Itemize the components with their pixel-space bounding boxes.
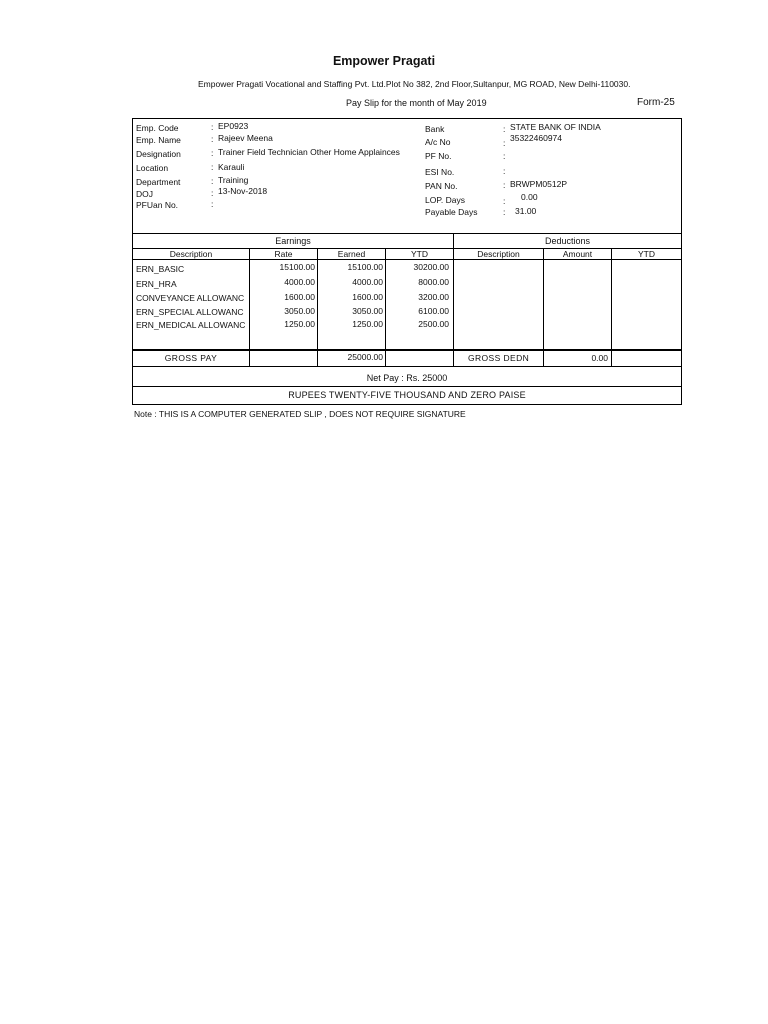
emp-name-value: Rajeev Meena [218, 133, 273, 143]
earning-earned: 3050.00 [352, 306, 383, 316]
colon: : [503, 151, 506, 161]
net-pay: Net Pay : Rs. 25000 [366, 373, 448, 383]
gross-pay-value: 25000.00 [347, 352, 383, 362]
doj-label: DOJ [136, 189, 153, 199]
colon: : [503, 166, 506, 176]
earning-ytd: 30200.00 [413, 262, 449, 272]
colon: : [503, 138, 506, 148]
pay-period: Pay Slip for the month of May 2019 [346, 98, 487, 108]
form-number: Form-25 [637, 97, 675, 108]
colon: : [211, 134, 214, 144]
col-earn-description: Description [169, 249, 213, 259]
lop-days-label: LOP. Days [425, 195, 466, 205]
colon: : [503, 207, 506, 217]
col-earn-rate: Rate [274, 249, 293, 259]
col-ded-ytd: YTD [638, 249, 655, 259]
emp-name-label: Emp. Name [136, 135, 181, 145]
net-pay-in-words: RUPEES TWENTY-FIVE THOUSAND AND ZERO PAISE [288, 390, 526, 400]
deductions-header: Deductions [544, 236, 591, 246]
earning-rate: 15100.00 [279, 262, 315, 272]
col-earn-earned: Earned [337, 249, 366, 259]
earning-earned: 1250.00 [352, 319, 383, 329]
department-value: Training [218, 175, 249, 185]
earning-earned: 1600.00 [352, 292, 383, 302]
col-divider [611, 248, 612, 367]
designation-label: Designation [136, 149, 181, 159]
payable-days-value: 31.00 [515, 206, 537, 216]
divider-net-pay [133, 386, 681, 387]
col-earn-ytd: YTD [411, 249, 428, 259]
earning-earned: 4000.00 [352, 277, 383, 287]
designation-value: Trainer Field Technician Other Home Applainces [218, 147, 400, 157]
earnings-header: Earnings [275, 236, 311, 246]
earning-ytd: 8000.00 [418, 277, 449, 287]
earning-description: ERN_MEDICAL ALLOWANC [136, 320, 246, 330]
gross-dedn-label: GROSS DEDN [468, 353, 530, 363]
pay-slip-table [132, 118, 682, 405]
earning-rate: 3050.00 [284, 306, 315, 316]
department-label: Department [136, 177, 181, 187]
col-divider [543, 248, 544, 367]
emp-code-value: EP0923 [218, 121, 249, 131]
account-value: 35322460974 [510, 133, 563, 143]
pan-value: BRWPM0512P [510, 179, 568, 189]
company-address: Empower Pragati Vocational and Staffing Pvt. Ltd.Plot No 382, 2nd Floor,Sultanpur, MG ROAD, New Delhi-110030. [198, 79, 631, 89]
payable-days-label: Payable Days [425, 207, 478, 217]
colon: : [211, 148, 214, 158]
earning-description: ERN_BASIC [136, 264, 185, 274]
earning-ytd: 6100.00 [418, 306, 449, 316]
divider-gross [133, 366, 681, 367]
colon: : [211, 199, 214, 209]
earning-description: ERN_HRA [136, 279, 177, 289]
bank-label: Bank [425, 124, 445, 134]
pan-label: PAN No. [425, 181, 458, 191]
gross-dedn-value: 0.00 [591, 353, 608, 363]
emp-code-label: Emp. Code [136, 123, 179, 133]
colon: : [503, 180, 506, 190]
earning-rate: 1250.00 [284, 319, 315, 329]
earning-earned: 15100.00 [347, 262, 383, 272]
colon: : [211, 162, 214, 172]
earning-description: CONVEYANCE ALLOWANC [136, 293, 245, 303]
colon: : [211, 176, 214, 186]
colon: : [211, 188, 214, 198]
pfuan-label: PFUan No. [136, 200, 179, 210]
colon: : [503, 124, 506, 134]
earning-rate: 1600.00 [284, 292, 315, 302]
account-label: A/c No [425, 137, 451, 147]
earning-ytd: 2500.00 [418, 319, 449, 329]
location-value: Karauli [218, 162, 245, 172]
divider-rows-end [133, 349, 681, 351]
company-title: Empower Pragati [332, 54, 436, 68]
colon: : [503, 196, 506, 206]
bank-value: STATE BANK OF INDIA [510, 122, 601, 132]
col-ded-amount: Amount [562, 249, 593, 259]
esi-label: ESI No. [425, 167, 455, 177]
earning-rate: 4000.00 [284, 277, 315, 287]
location-label: Location [136, 163, 169, 173]
doj-value: 13-Nov-2018 [218, 186, 268, 196]
col-ded-description: Description [477, 249, 520, 259]
colon: : [211, 122, 214, 132]
gross-pay-label: GROSS PAY [164, 353, 218, 363]
pf-label: PF No. [425, 151, 452, 161]
earning-ytd: 3200.00 [418, 292, 449, 302]
divider-column-header [133, 259, 681, 260]
lop-days-value: 0.00 [521, 192, 538, 202]
divider-info [133, 233, 681, 234]
footer-note: Note : THIS IS A COMPUTER GENERATED SLIP , DOES NOT REQUIRE SIGNATURE [134, 409, 466, 419]
earning-description: ERN_SPECIAL ALLOWANC [136, 307, 244, 317]
